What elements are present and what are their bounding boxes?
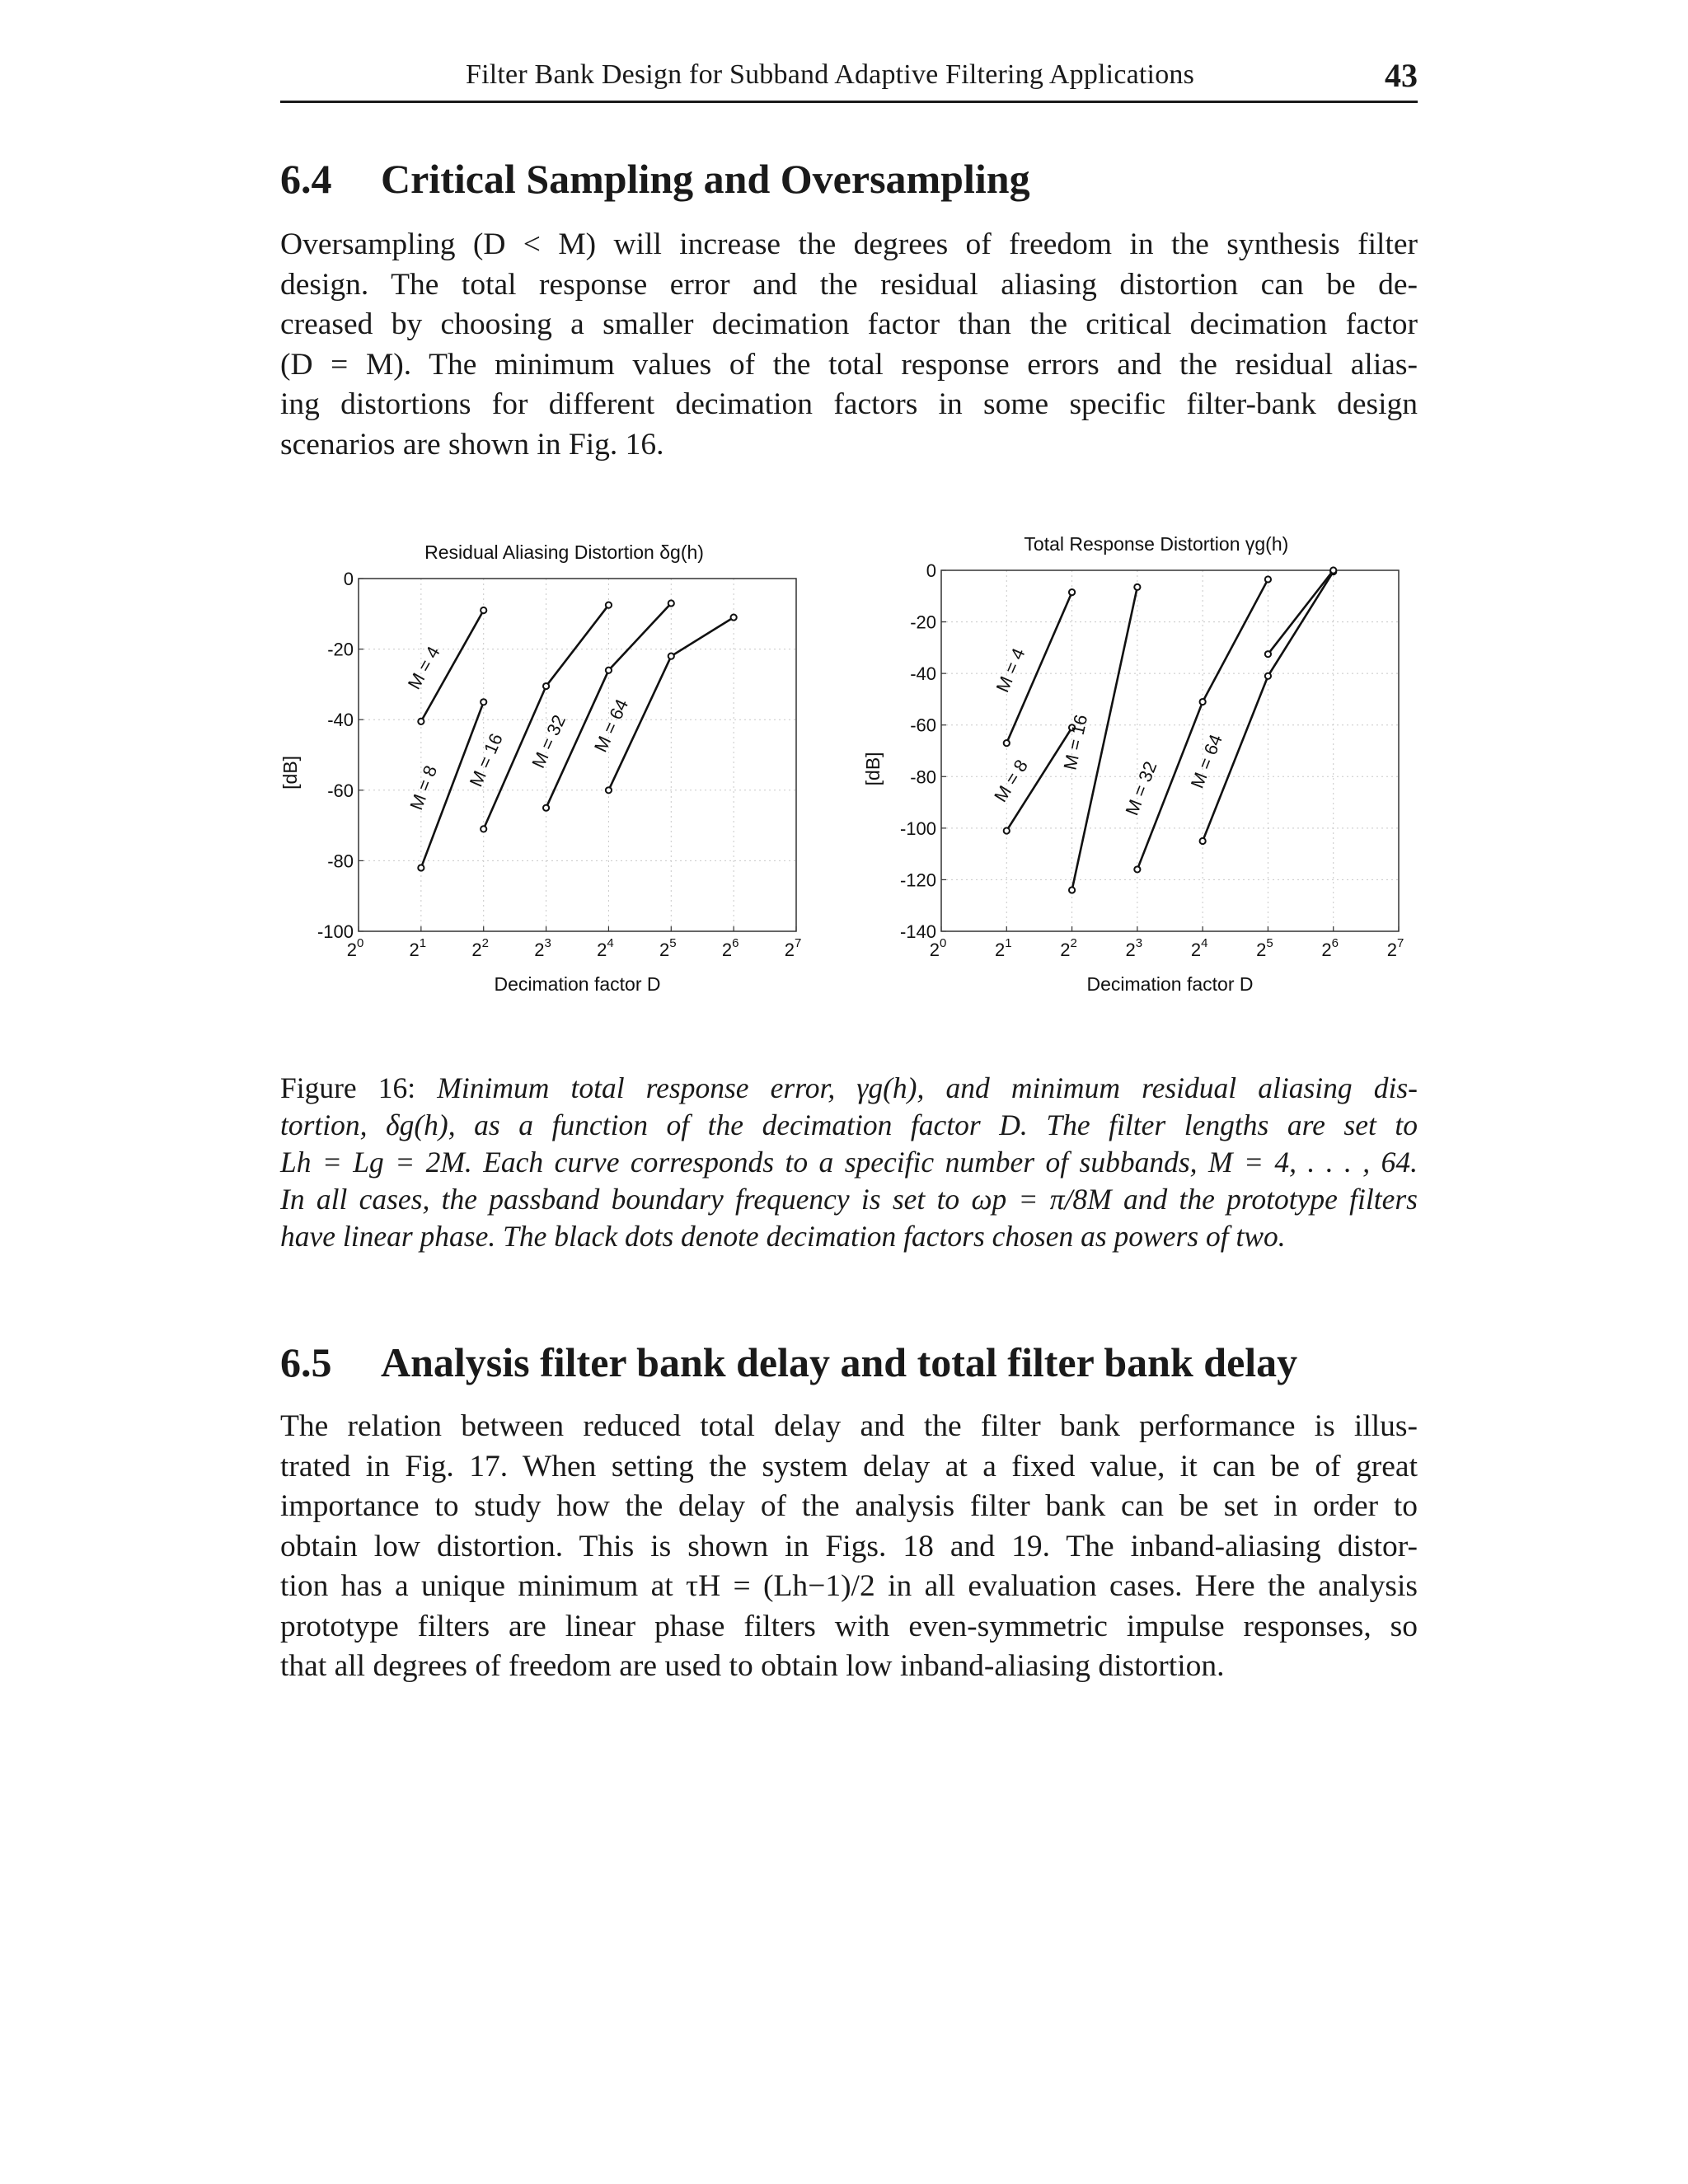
data-point (543, 805, 549, 811)
series-label: M = 8 (990, 756, 1033, 806)
y-tick-label: -80 (910, 766, 936, 788)
y-tick-label: 0 (343, 569, 354, 589)
data-point (1265, 673, 1271, 679)
y-axis-label: [dB] (862, 752, 884, 786)
y-tick-label: -120 (899, 869, 936, 891)
y-tick-label: -100 (316, 921, 354, 942)
x-tick-label: $2^2$ (471, 936, 490, 960)
series-label: M = 4 (403, 642, 444, 693)
figure-16-caption (280, 1070, 1418, 1255)
x-tick-label: $2^5$ (659, 936, 677, 960)
y-tick-label: -60 (327, 780, 354, 801)
section-title: Analysis filter bank delay and total filter bank delay (381, 1339, 1298, 1385)
y-tick-label: -80 (327, 851, 354, 872)
x-tick-label: $2^0$ (929, 936, 947, 960)
series-label: M = 4 (992, 644, 1029, 696)
series-label: M = 64 (589, 696, 633, 756)
plot-frame (941, 570, 1399, 931)
y-tick-label: -100 (899, 818, 936, 839)
caption-line: Lh = Lg = 2M. Each curve corresponds to a specific number of subbands, M = 4, . . . , 64. (280, 1146, 1418, 1179)
caption-line: tortion, δg(h), as a function of the decimation factor D. The filter lengths are set to (280, 1108, 1418, 1141)
y-tick-label: -140 (899, 921, 936, 942)
data-point (1004, 827, 1010, 833)
figure-16 (280, 519, 1418, 1014)
x-axis-label: Decimation factor D (494, 973, 661, 995)
data-point (1069, 887, 1075, 893)
paragraph-line: tion has a unique minimum at τH = (Lh−1)/2 in all evaluation cases. Here the analysis (280, 1569, 1418, 1603)
x-tick-label: $2^7$ (1386, 936, 1404, 960)
caption-text: Minimum total response error, γg(h), and minimum residual aliasing dis- (437, 1071, 1418, 1104)
section-title: Critical Sampling and Oversampling (381, 156, 1030, 202)
y-tick-label: -40 (327, 710, 354, 731)
y-tick-label: 0 (926, 560, 936, 581)
chart-1 (280, 541, 801, 995)
data-point (606, 602, 612, 608)
data-point (1134, 584, 1140, 590)
paragraph-line: (D = M). The minimum values of the total response errors and the residual alias- (280, 347, 1418, 382)
x-tick-label: $2^3$ (534, 936, 551, 960)
data-point (481, 699, 486, 705)
series-label: M = 64 (1186, 731, 1226, 791)
x-tick-label: $2^5$ (1256, 936, 1273, 960)
paragraph-line: Oversampling (D < M) will increase the degrees of freedom in the synthesis filter (280, 227, 1418, 261)
data-point (1200, 699, 1206, 705)
paragraph-line: that all degrees of freedom are used to obtain low inband-aliasing distortion. (280, 1649, 1225, 1683)
x-tick-label: $2^4$ (1190, 936, 1208, 960)
series-label: M = 32 (528, 711, 570, 771)
page-number: 43 (1385, 57, 1418, 94)
paragraph-line: importance to study how the delay of the analysis filter bank can be set in order to (280, 1489, 1418, 1523)
plot-frame (359, 579, 796, 931)
series-label: M = 16 (1059, 712, 1092, 772)
series-label: M = 8 (406, 762, 442, 813)
figure-16-charts (280, 519, 1418, 1014)
data-point (731, 614, 737, 620)
y-tick-label: -20 (910, 612, 936, 633)
running-header (280, 59, 1418, 103)
data-point (481, 607, 486, 613)
paragraph-line: scenarios are shown in Fig. 16. (280, 427, 664, 462)
data-point (668, 600, 674, 606)
y-axis-label: [dB] (280, 755, 301, 790)
paragraph-line: obtain low distortion. This is shown in Figs. 18 and 19. The inband-aliasing distor- (280, 1529, 1418, 1563)
data-point (1134, 866, 1140, 872)
section-heading-6-5 (280, 1338, 1297, 1386)
series-line (1203, 572, 1334, 841)
caption-line: In all cases, the passband boundary frequency is set to ωp = π/8M and the prototype filters (280, 1183, 1418, 1216)
data-point (543, 683, 549, 689)
x-tick-label: $2^7$ (784, 936, 802, 960)
x-tick-label: $2^3$ (1125, 936, 1143, 960)
y-tick-label: -40 (910, 663, 936, 685)
x-tick-label: $2^1$ (409, 936, 427, 960)
paragraph-line: trated in Fig. 17. When setting the system delay at a fixed value, it can be of great (280, 1449, 1418, 1483)
paragraph-line: prototype filters are linear phase filters with even-symmetric impulse responses, so (280, 1609, 1418, 1643)
x-tick-label: $2^4$ (597, 936, 614, 960)
data-point (418, 865, 424, 870)
x-axis-label: Decimation factor D (1086, 973, 1254, 995)
x-tick-label: $2^6$ (1321, 936, 1339, 960)
chart-title: Total Response Distortion γg(h) (1024, 533, 1289, 555)
data-point (481, 826, 486, 832)
y-tick-label: -60 (910, 715, 936, 736)
section-number: 6.4 (280, 156, 332, 202)
section-heading-6-4 (280, 155, 1030, 203)
x-tick-label: $2^2$ (1060, 936, 1077, 960)
section-number: 6.5 (280, 1339, 332, 1385)
chart-title: Residual Aliasing Distortion δg(h) (424, 541, 704, 563)
data-point (1069, 589, 1075, 595)
series-label: M = 16 (465, 730, 507, 790)
data-point (1265, 576, 1271, 582)
data-point (418, 719, 424, 724)
x-tick-label: $2^1$ (994, 936, 1012, 960)
caption-label: Figure 16: (280, 1071, 416, 1104)
paragraph-6-5 (280, 1407, 1418, 1687)
caption-line (280, 1070, 1418, 1107)
running-title: Filter Bank Design for Subband Adaptive Filtering Applications (466, 59, 1195, 90)
data-point (1004, 740, 1010, 746)
paragraph-line: The relation between reduced total delay and the filter bank performance is illus- (280, 1409, 1418, 1443)
data-point (668, 654, 674, 659)
paragraph-line: creased by choosing a smaller decimation factor than the critical decimation factor (280, 307, 1418, 341)
series-label: M = 32 (1121, 758, 1161, 818)
data-point (1265, 651, 1271, 657)
caption-line: have linear phase. The black dots denote decimation factors chosen as powers of two. (280, 1220, 1286, 1253)
paragraph-line: design. The total response error and the residual aliasing distortion can be de- (280, 267, 1418, 302)
data-point (606, 787, 612, 793)
paragraph-6-4 (280, 225, 1418, 465)
data-point (1330, 567, 1336, 573)
x-tick-label: $2^0$ (346, 936, 364, 960)
paragraph-line: ing distortions for different decimation factors in some specific filter-bank design (280, 387, 1418, 421)
x-tick-label: $2^6$ (721, 936, 739, 960)
series-line (1268, 570, 1333, 654)
data-point (1200, 838, 1206, 844)
y-tick-label: -20 (327, 639, 354, 660)
data-point (606, 668, 612, 673)
chart-2 (862, 533, 1404, 995)
